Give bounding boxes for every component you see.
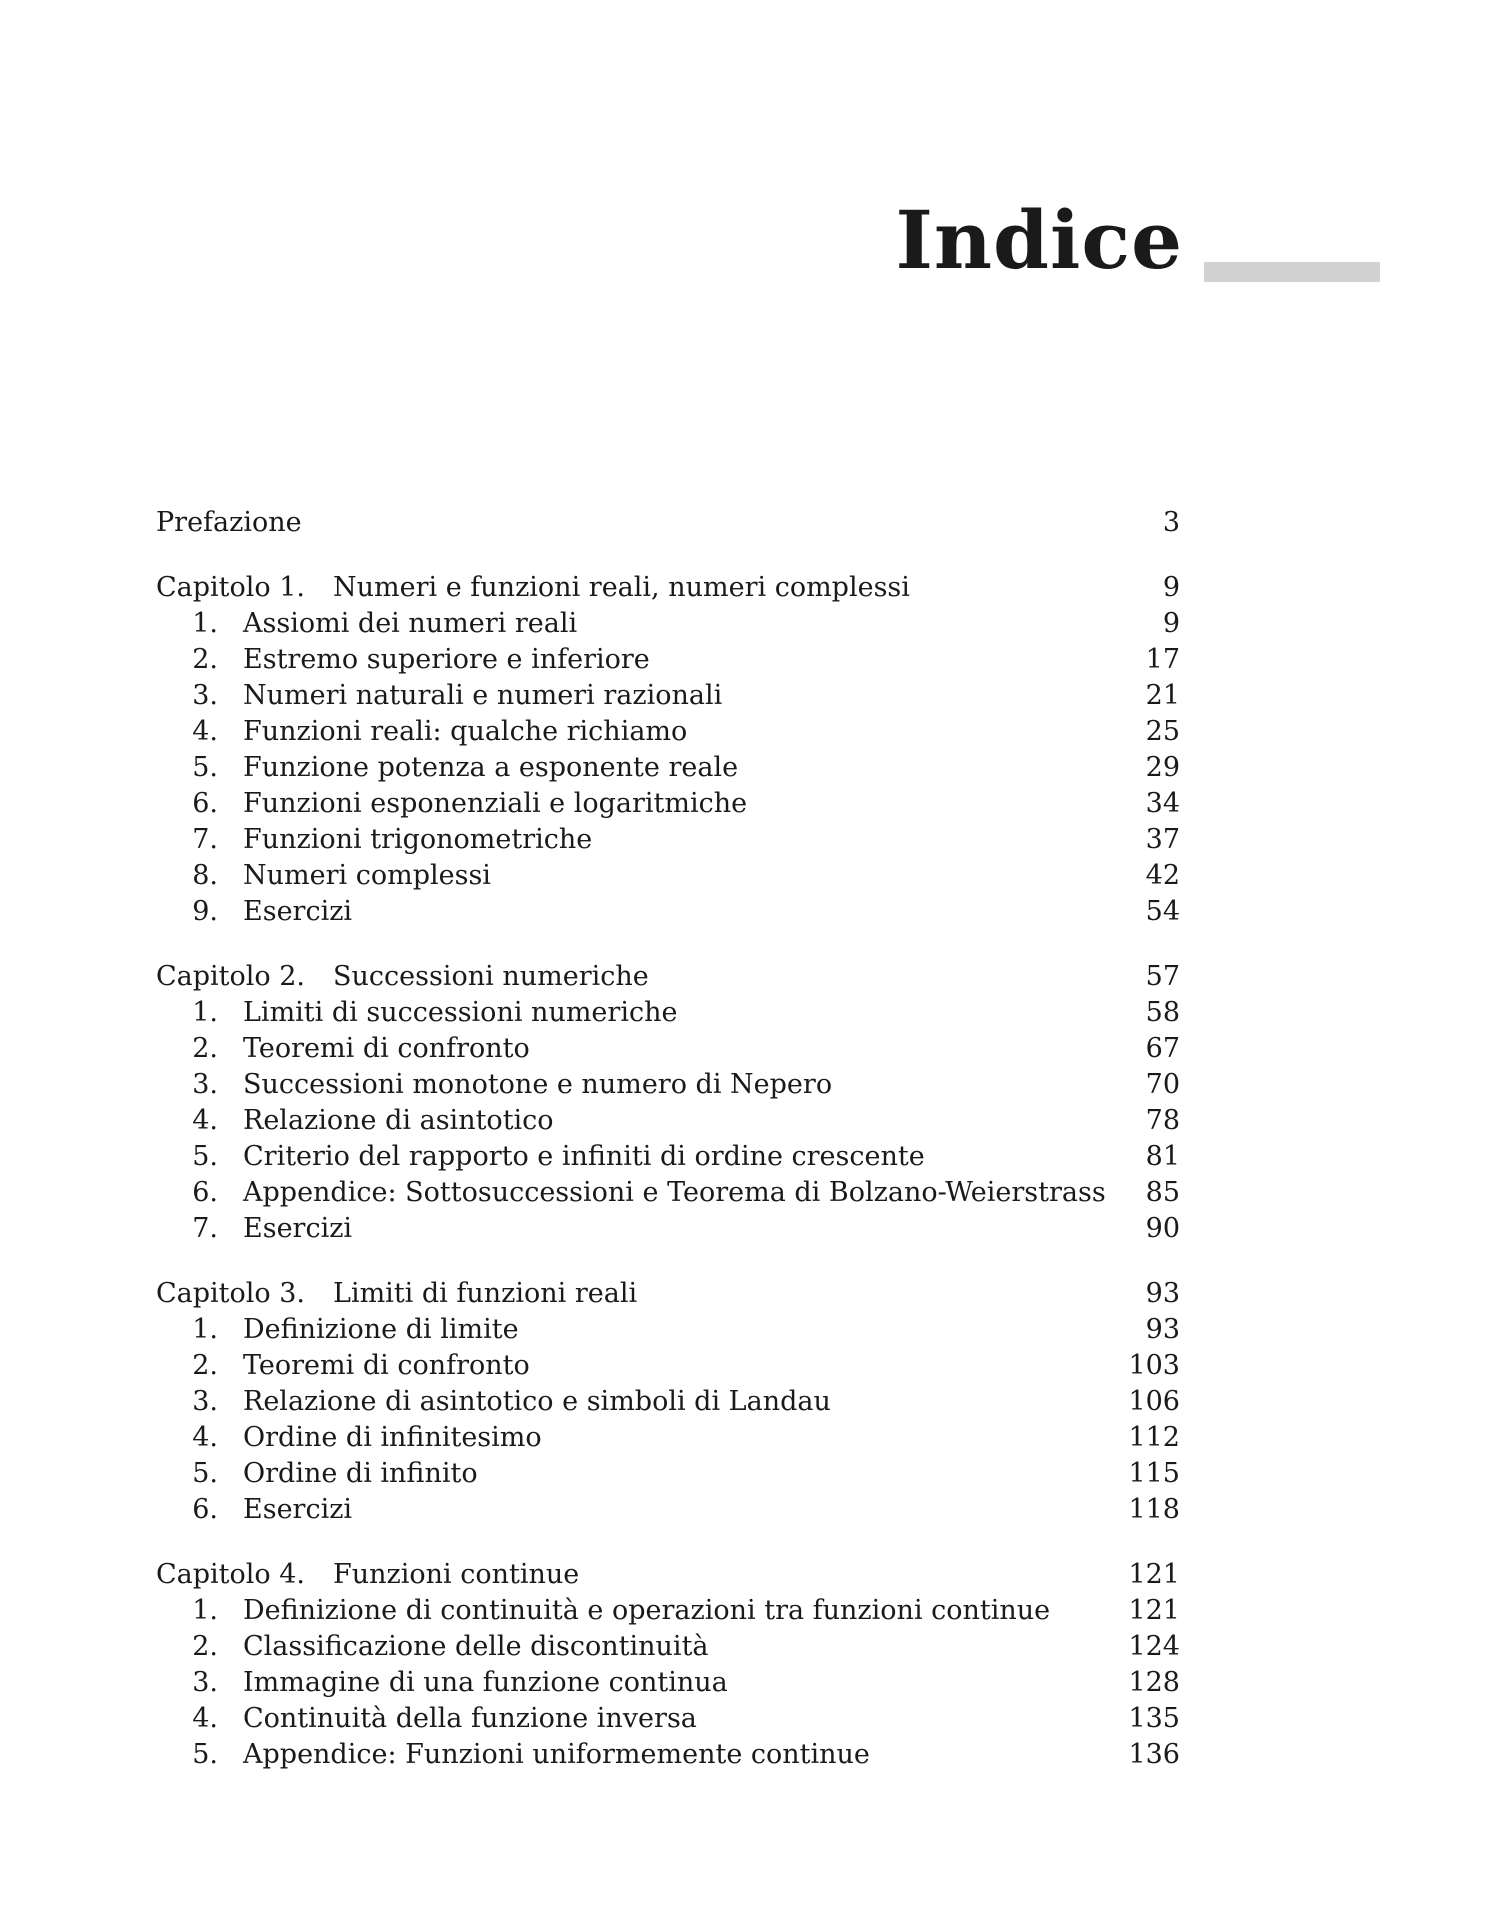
section-number: 2. <box>192 1631 218 1662</box>
toc-page-number: 128 <box>1128 1667 1180 1698</box>
chapter-heading <box>156 959 649 995</box>
chapter-title: Funzioni continue <box>333 1559 580 1590</box>
toc-page-number: 17 <box>1145 644 1180 675</box>
toc-section-4-5[interactable] <box>156 1737 1180 1773</box>
toc-chapter-2[interactable] <box>156 959 1180 995</box>
section-number: 6. <box>192 1177 218 1208</box>
toc-page-number: 37 <box>1145 824 1180 855</box>
toc-page-number: 121 <box>1128 1595 1180 1626</box>
toc-section-3-1[interactable] <box>156 1312 1180 1348</box>
section-title: Funzioni trigonometriche <box>243 824 593 855</box>
chapter-title: Limiti di funzioni reali <box>333 1278 638 1309</box>
toc-page-number: 9 <box>1162 608 1180 639</box>
chapter-list <box>156 541 1180 1773</box>
section-number: 7. <box>192 1213 218 1244</box>
section-title: Relazione di asintotico e simboli di Landau <box>243 1386 831 1417</box>
section-number: 8. <box>192 860 218 891</box>
section-number: 4. <box>192 1422 218 1453</box>
toc-page-number: 57 <box>1145 961 1180 992</box>
toc-chapter-3[interactable] <box>156 1276 1180 1312</box>
toc-section-4-1[interactable] <box>156 1593 1180 1629</box>
section-title: Definizione di limite <box>243 1314 519 1345</box>
section-number: 3. <box>192 1069 218 1100</box>
section-number: 4. <box>192 1105 218 1136</box>
chapter-label: Capitolo 2. <box>156 961 306 992</box>
section-number: 3. <box>192 1667 218 1698</box>
toc-section-4-3[interactable] <box>156 1665 1180 1701</box>
toc-section-2-3[interactable] <box>156 1067 1180 1103</box>
section-title: Estremo superiore e inferiore <box>243 644 650 675</box>
section-title: Appendice: Sottosuccessioni e Teorema di Bolzano-Weierstrass <box>243 1177 1106 1208</box>
toc-page-number: 67 <box>1145 1033 1180 1064</box>
toc-section-1-9[interactable] <box>156 894 1180 930</box>
chapter-heading <box>156 570 910 606</box>
chapter-title: Numeri e funzioni reali, numeri complessi <box>333 572 910 603</box>
chapter-title: Successioni numeriche <box>333 961 649 992</box>
toc-page-number: 106 <box>1128 1386 1180 1417</box>
chapter-spacer <box>156 541 1180 570</box>
toc-section-1-4[interactable] <box>156 714 1180 750</box>
section-title: Ordine di infinitesimo <box>243 1422 542 1453</box>
toc-section-1-1[interactable] <box>156 606 1180 642</box>
section-title: Numeri naturali e numeri razionali <box>243 680 723 711</box>
toc-chapter-4[interactable] <box>156 1557 1180 1593</box>
toc-section-2-7[interactable] <box>156 1211 1180 1247</box>
toc-page-number: 93 <box>1145 1278 1180 1309</box>
toc-entry-title: Prefazione <box>156 507 302 538</box>
section-title: Successioni monotone e numero di Nepero <box>243 1069 833 1100</box>
chapter-label: Capitolo 4. <box>156 1559 306 1590</box>
section-number: 2. <box>192 644 218 675</box>
section-title: Appendice: Funzioni uniformemente continue <box>243 1739 870 1770</box>
toc-section-3-6[interactable] <box>156 1492 1180 1528</box>
toc-section-4-2[interactable] <box>156 1629 1180 1665</box>
section-number: 4. <box>192 1703 218 1734</box>
chapter-spacer <box>156 930 1180 959</box>
toc-page-number: 81 <box>1145 1141 1180 1172</box>
toc-page-number: 103 <box>1128 1350 1180 1381</box>
section-title: Criterio del rapporto e infiniti di ordine crescente <box>243 1141 925 1172</box>
toc-page-number: 124 <box>1128 1631 1180 1662</box>
toc-section-1-3[interactable] <box>156 678 1180 714</box>
section-title: Esercizi <box>243 1494 353 1525</box>
section-title: Ordine di infinito <box>243 1458 478 1489</box>
toc-page-number: 25 <box>1145 716 1180 747</box>
toc-section-1-8[interactable] <box>156 858 1180 894</box>
toc-page-number: 115 <box>1128 1458 1180 1489</box>
chapter-label: Capitolo 3. <box>156 1278 306 1309</box>
section-number: 4. <box>192 716 218 747</box>
toc-page-number: 93 <box>1145 1314 1180 1345</box>
section-number: 5. <box>192 1141 218 1172</box>
section-number: 5. <box>192 1739 218 1770</box>
toc-section-2-1[interactable] <box>156 995 1180 1031</box>
toc-section-2-6[interactable] <box>156 1175 1180 1211</box>
section-title: Esercizi <box>243 896 353 927</box>
toc-page-number: 121 <box>1128 1559 1180 1590</box>
toc-section-2-2[interactable] <box>156 1031 1180 1067</box>
toc-page-number: 118 <box>1128 1494 1180 1525</box>
toc-section-2-5[interactable] <box>156 1139 1180 1175</box>
section-title: Funzione potenza a esponente reale <box>243 752 739 783</box>
toc-section-3-2[interactable] <box>156 1348 1180 1384</box>
section-number: 1. <box>192 997 218 1028</box>
section-number: 6. <box>192 788 218 819</box>
section-number: 2. <box>192 1033 218 1064</box>
toc-page-number: 85 <box>1145 1177 1180 1208</box>
toc-section-1-6[interactable] <box>156 786 1180 822</box>
section-title: Classificazione delle discontinuità <box>243 1631 709 1662</box>
toc-section-3-4[interactable] <box>156 1420 1180 1456</box>
section-title: Relazione di asintotico <box>243 1105 554 1136</box>
toc-page-number: 135 <box>1128 1703 1180 1734</box>
toc-page-number: 9 <box>1162 572 1180 603</box>
section-title: Definizione di continuità e operazioni tra funzioni continue <box>243 1595 1051 1626</box>
section-number: 9. <box>192 896 218 927</box>
toc-section-4-4[interactable] <box>156 1701 1180 1737</box>
section-title: Continuità della funzione inversa <box>243 1703 697 1734</box>
section-number: 1. <box>192 1314 218 1345</box>
toc-entry-prefazione[interactable] <box>156 505 1180 541</box>
section-number: 1. <box>192 608 218 639</box>
toc-section-1-7[interactable] <box>156 822 1180 858</box>
section-title: Immagine di una funzione continua <box>243 1667 728 1698</box>
table-of-contents <box>156 505 1180 1773</box>
toc-page-number: 42 <box>1145 860 1180 891</box>
section-title: Esercizi <box>243 1213 353 1244</box>
chapter-spacer <box>156 1247 1180 1276</box>
toc-page-number: 112 <box>1128 1422 1180 1453</box>
toc-section-3-3[interactable] <box>156 1384 1180 1420</box>
section-number: 6. <box>192 1494 218 1525</box>
chapter-heading <box>156 1276 637 1312</box>
toc-page-number: 136 <box>1128 1739 1180 1770</box>
chapter-heading <box>156 1557 579 1593</box>
section-number: 1. <box>192 1595 218 1626</box>
section-title: Assiomi dei numeri reali <box>243 608 578 639</box>
section-title: Funzioni esponenziali e logaritmiche <box>243 788 748 819</box>
toc-page-number: 58 <box>1145 997 1180 1028</box>
chapter-spacer <box>156 1528 1180 1557</box>
section-title: Limiti di successioni numeriche <box>243 997 678 1028</box>
section-number: 5. <box>192 1458 218 1489</box>
chapter-label: Capitolo 1. <box>156 572 306 603</box>
toc-page-number: 54 <box>1145 896 1180 927</box>
toc-page-number: 29 <box>1145 752 1180 783</box>
toc-page-number: 3 <box>1162 507 1180 538</box>
section-number: 3. <box>192 680 218 711</box>
title-decoration-bar <box>1204 262 1380 282</box>
toc-page-number: 90 <box>1145 1213 1180 1244</box>
toc-page-number: 34 <box>1145 788 1180 819</box>
section-title: Teoremi di confronto <box>243 1033 530 1064</box>
toc-section-3-5[interactable] <box>156 1456 1180 1492</box>
toc-page-number: 70 <box>1145 1069 1180 1100</box>
toc-section-2-4[interactable] <box>156 1103 1180 1139</box>
section-title: Funzioni reali: qualche richiamo <box>243 716 688 747</box>
toc-page-number: 21 <box>1145 680 1180 711</box>
section-number: 2. <box>192 1350 218 1381</box>
toc-chapter-1[interactable] <box>156 570 1180 606</box>
section-title: Teoremi di confronto <box>243 1350 530 1381</box>
section-number: 7. <box>192 824 218 855</box>
section-title: Numeri complessi <box>243 860 491 891</box>
page-title: Indice <box>895 193 1183 287</box>
toc-page-number: 78 <box>1145 1105 1180 1136</box>
toc-section-1-2[interactable] <box>156 642 1180 678</box>
section-number: 5. <box>192 752 218 783</box>
section-number: 3. <box>192 1386 218 1417</box>
toc-section-1-5[interactable] <box>156 750 1180 786</box>
